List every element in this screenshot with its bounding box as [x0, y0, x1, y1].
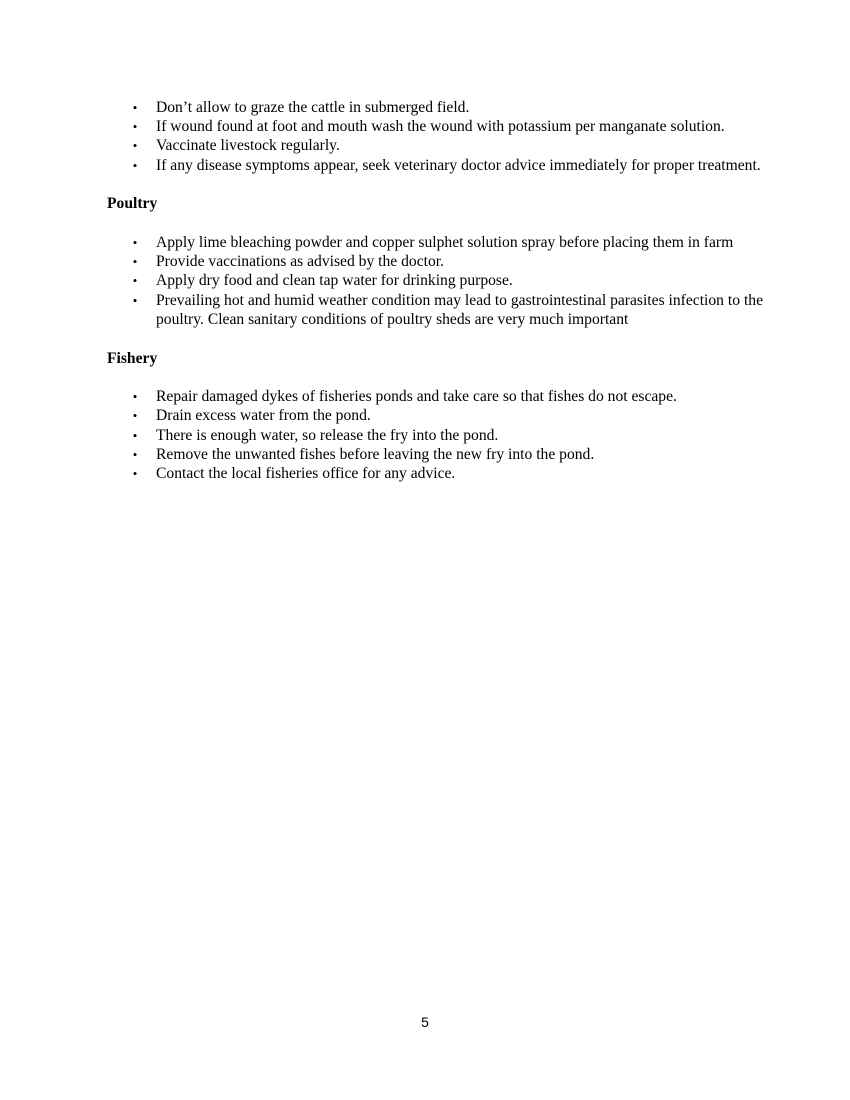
poultry-heading: Poultry: [107, 195, 158, 213]
list-item: [107, 136, 763, 155]
bullet-icon: •: [132, 235, 138, 251]
list-item-text: If wound found at foot and mouth wash the wound with potassium per manganate solution.: [156, 118, 725, 136]
list-item: [107, 271, 763, 290]
bullet-icon: •: [132, 292, 138, 308]
list-item-text: Repair damaged dykes of fisheries ponds and take care so that fishes do not escape.: [156, 388, 677, 406]
list-item-text: Apply dry food and clean tap water for drinking purpose.: [156, 272, 513, 290]
list-item-text: Contact the local fisheries office for any advice.: [156, 465, 456, 483]
bullet-icon: •: [132, 119, 138, 135]
list-item-text: Don’t allow to graze the cattle in submerged field.: [156, 99, 470, 116]
list-item-text: Apply lime bleaching powder and copper sulphet solution spray before placing them in farm: [156, 234, 734, 252]
list-item: [107, 156, 763, 175]
bullet-icon: •: [132, 157, 138, 173]
list-item-text: Drain excess water from the pond.: [156, 407, 371, 425]
list-item: [107, 464, 763, 483]
bullet-icon: •: [132, 408, 138, 424]
page-content: [107, 98, 763, 483]
list-item: [107, 445, 763, 464]
fishery-list: [107, 387, 763, 483]
bullet-icon: •: [132, 427, 138, 443]
list-item-text: Provide vaccinations as advised by the doctor.: [156, 253, 444, 271]
bullet-icon: •: [132, 446, 138, 462]
list-item: [107, 98, 763, 117]
bullet-icon: •: [132, 273, 138, 289]
list-item: [107, 233, 763, 252]
list-item: [107, 426, 763, 445]
poultry-list: [107, 233, 763, 329]
list-item: [107, 291, 763, 329]
list-item-text: Remove the unwanted fishes before leaving the new fry into the pond.: [156, 445, 595, 463]
list-item: [107, 252, 763, 271]
list-item: [107, 117, 763, 136]
livestock-list: [107, 98, 763, 175]
bullet-icon: •: [132, 100, 138, 115]
fishery-heading: Fishery: [107, 349, 158, 367]
bullet-icon: •: [132, 254, 138, 270]
bullet-icon: •: [132, 389, 138, 405]
page-number: 5: [421, 1014, 429, 1030]
list-item-text: If any disease symptoms appear, seek veterinary doctor advice immediately for proper treatment.: [156, 156, 761, 174]
list-item-text: There is enough water, so release the fry into the pond.: [156, 426, 499, 444]
list-item-text: Prevailing hot and humid weather condition may lead to gastrointestinal parasites infection to the poultry. Clean sanitary conditions of poultry sheds are very much important: [156, 291, 763, 328]
list-item-text: Vaccinate livestock regularly.: [156, 137, 340, 155]
list-item: [107, 387, 763, 406]
list-item: [107, 406, 763, 425]
bullet-icon: •: [132, 138, 138, 154]
bullet-icon: •: [132, 466, 138, 482]
